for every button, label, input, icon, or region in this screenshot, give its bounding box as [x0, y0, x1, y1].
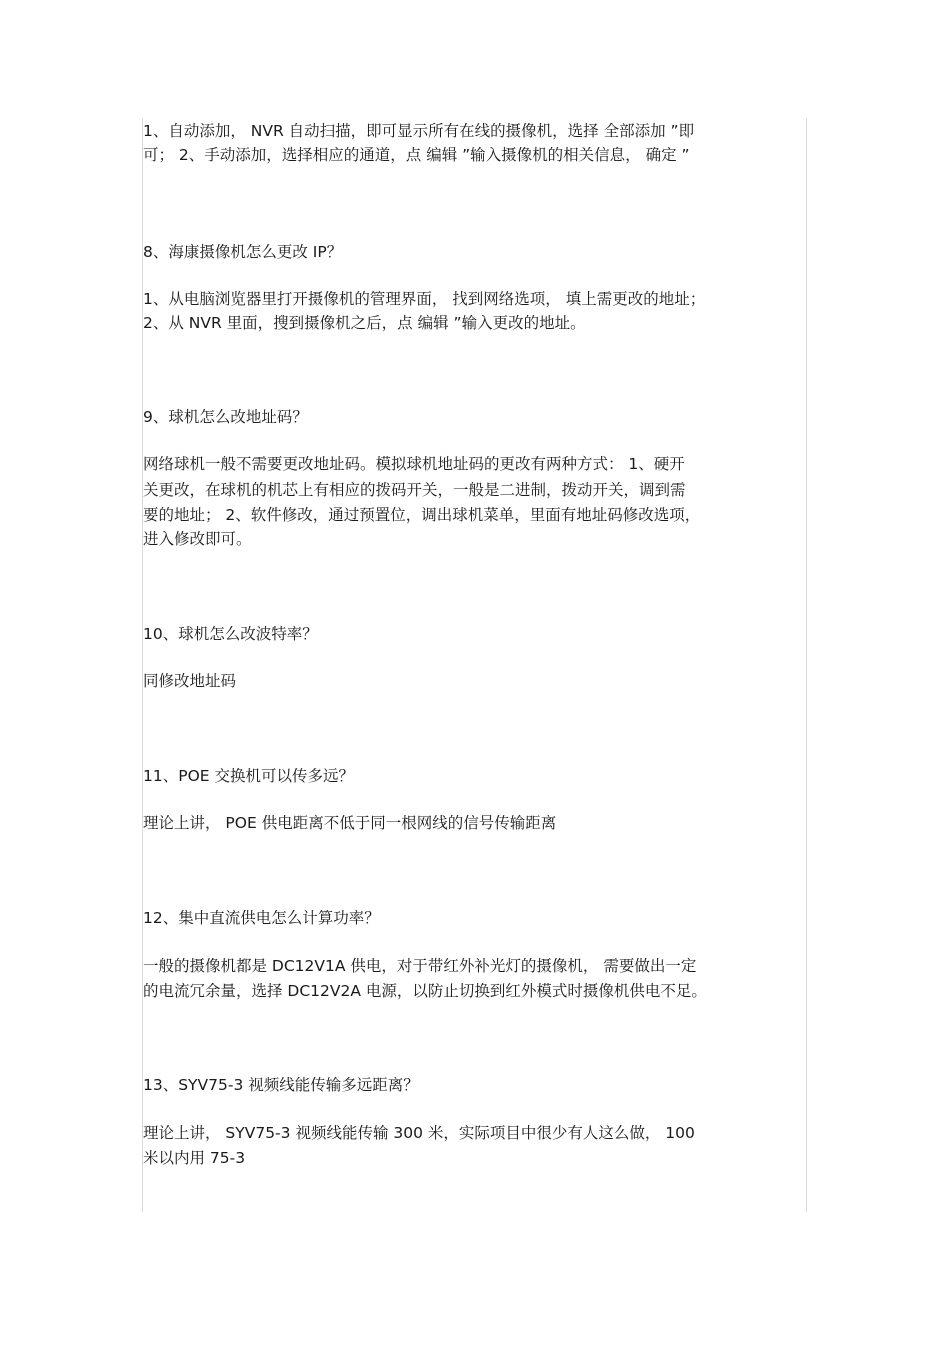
- question-heading: 9、球机怎么改地址码？: [143, 408, 308, 426]
- answer-line: 关更改，在球机的机芯上有相应的拨码开关，一般是二进制，拨动开关，调到需: [143, 481, 686, 499]
- answer-line: 要的地址； 2、软件修改，通过预置位，调出球机菜单，里面有地址码修改选项，: [143, 506, 701, 524]
- answer-line: 2、从 NVR 里面，搜到摄像机之后，点 编辑 ”输入更改的地址。: [143, 314, 586, 332]
- question-heading: 10、球机怎么改波特率？: [143, 625, 318, 643]
- answer-line: 米以内用 75-3: [143, 1149, 246, 1167]
- page-frame: [142, 118, 807, 1212]
- answer-line: 一般的摄像机都是 DC12V1A 供电，对于带红外补光灯的摄像机， 需要做出一定: [143, 957, 697, 975]
- question-heading: 13、SYV75-3 视频线能传输多远距离？: [143, 1076, 419, 1094]
- question-heading: 12、集中直流供电怎么计算功率？: [143, 909, 380, 927]
- answer-line: 网络球机一般不需要更改地址码。模拟球机地址码的更改有两种方式： 1、硬开: [143, 455, 685, 473]
- answer-line: 1、从电脑浏览器里打开摄像机的管理界面， 找到网络选项， 填上需更改的地址；: [143, 290, 706, 308]
- answer-line: 同修改地址码: [143, 672, 237, 690]
- answer-line: 理论上讲， POE 供电距离不低于同一根网线的信号传输距离: [143, 814, 557, 832]
- question-heading: 11、POE 交换机可以传多远？: [143, 767, 354, 785]
- answer-line: 理论上讲， SYV75-3 视频线能传输 300 米，实际项目中很少有人这么做， 100: [143, 1124, 695, 1142]
- answer-line: 1、自动添加， NVR 自动扫描，即可显示所有在线的摄像机，选择 全部添加 ”即: [143, 122, 695, 140]
- question-heading: 8、海康摄像机怎么更改 IP？: [143, 243, 343, 261]
- answer-line: 进入修改即可。: [143, 530, 252, 548]
- answer-line: 的电流冗余量，选择 DC12V2A 电源，以防止切换到红外模式时摄像机供电不足。: [143, 982, 707, 1000]
- answer-line: 可； 2、手动添加，选择相应的通道，点 编辑 ”输入摄像机的相关信息， 确定 ”: [143, 146, 690, 164]
